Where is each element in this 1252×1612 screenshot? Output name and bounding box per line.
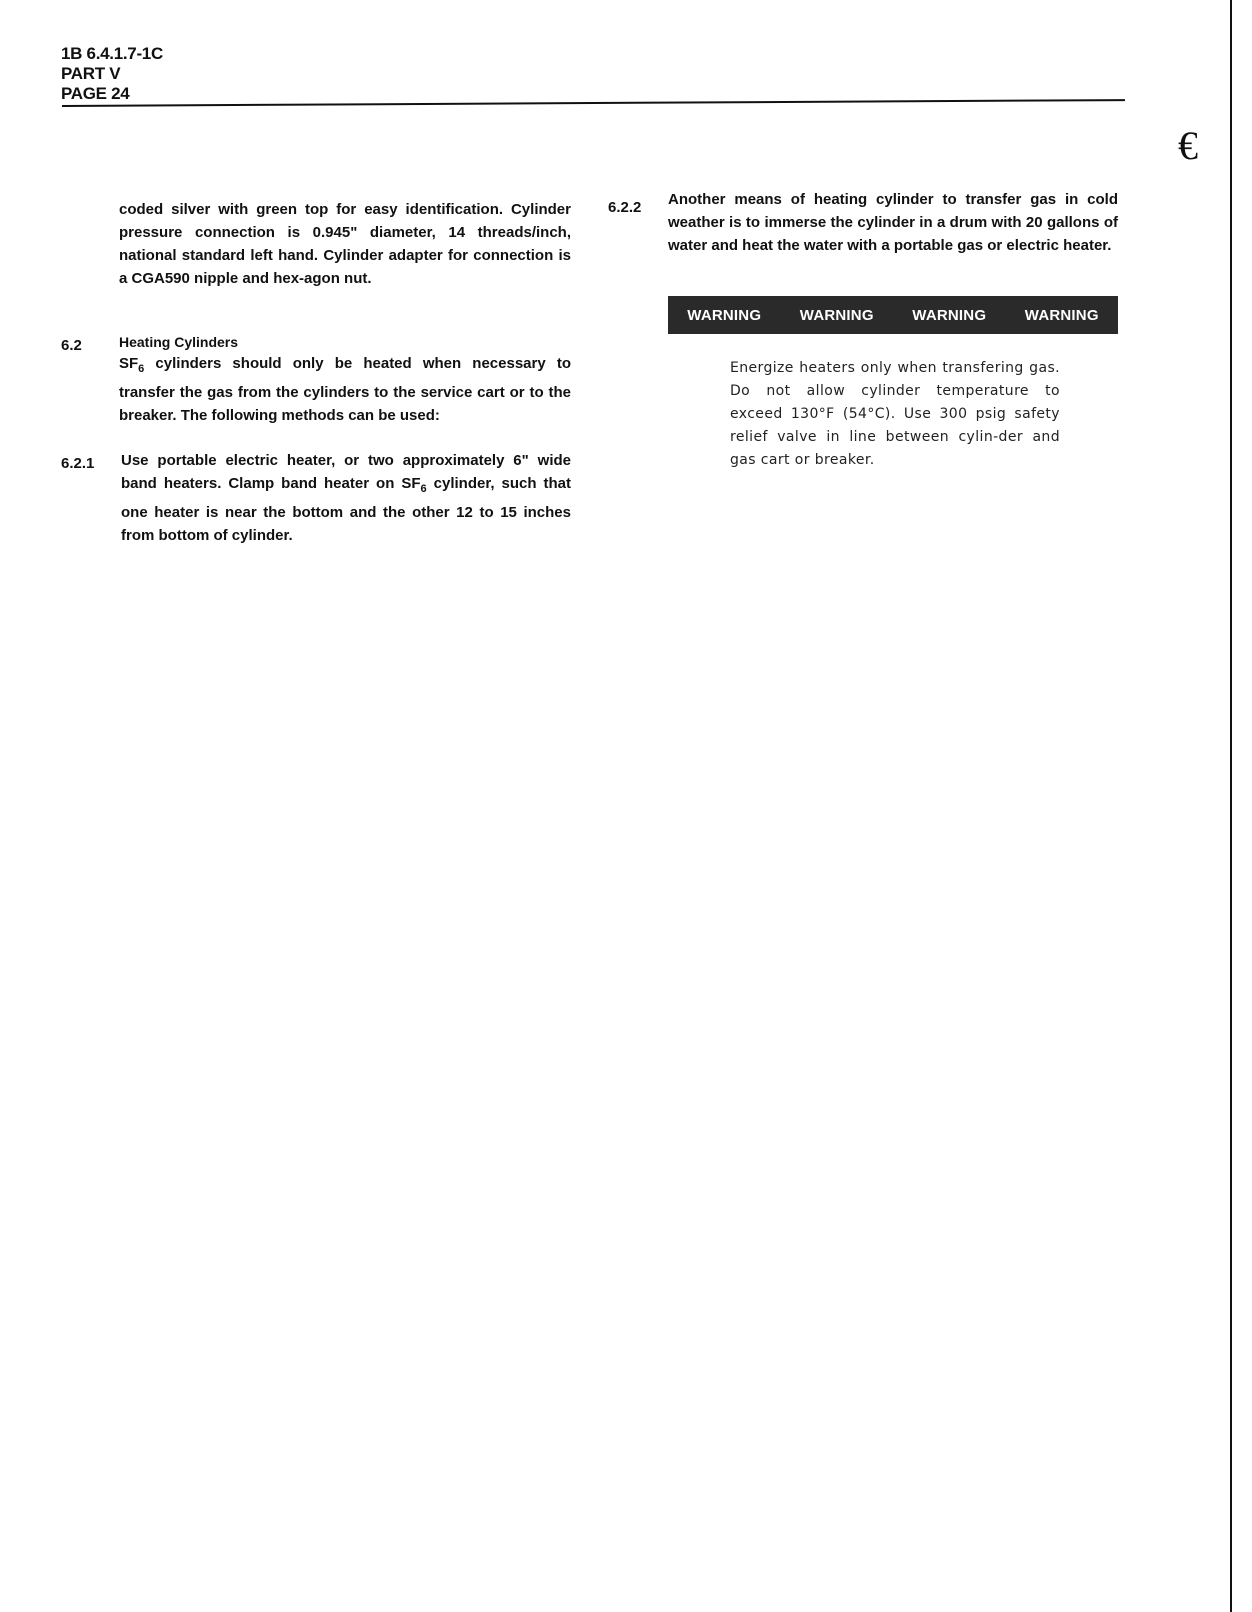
warning-label: WARNING [1024,306,1099,324]
document-number: 1B 6.4.1.7-1C [61,44,163,63]
header-rule [62,99,1125,107]
warning-text: Energize heaters only when transfering gas. Do not allow cylinder temperature to exceed 130°F (54°C). Use 300 psig safety relief valve in line between cylin-der and gas cart or breaker. [730,360,1060,468]
warning-label: WARNING [799,306,874,324]
section-6-2 [119,332,571,427]
section-6-2-text: cylinders should only be heated when necessary to transfer the gas from the cylinders to the service cart or to the breaker. The following methods can be used: [119,355,571,424]
warning-label: WARNING [687,306,762,324]
page-edge-border [1230,0,1232,1612]
document-part: PART V [61,64,121,83]
warning-banner [668,296,1118,334]
sf-subscript: 6 [138,363,145,375]
section-heading: Heating Cylinders [119,334,239,350]
section-6-2-1-text-part2: cylinder, such that one heater is near the bottom and the other 12 to 15 inches from bottom of cylinder. [121,475,571,544]
section-number-6-2-2: 6.2.2 [608,199,642,216]
warning-label: WARNING [912,306,987,324]
sf-text: SF [119,355,139,372]
section-number-6-2: 6.2 [61,337,82,354]
section-6-2-1-text-part1: Use portable electric heater, or two approximately 6" wide band heaters. Clamp band heater on SF [121,452,571,492]
section-6-2-1-body [121,449,571,547]
section-number-6-2-1: 6.2.1 [61,455,95,472]
sf-subscript: 6 [420,483,427,495]
section-6-2-body [119,352,571,427]
document-header [61,44,163,104]
intro-paragraph: coded silver with green top for easy identification. Cylinder pressure connection is 0.945" diameter, 14 threads/inch, national standard left hand. Cylinder adapter for connection is a CGA590 nipple and hex-agon nut. [119,201,571,287]
section-6-2-2-body: Another means of heating cylinder to transfer gas in cold weather is to immerse the cylinder in a drum with 20 gallons of water and heat the water with a portable gas or electric heater. [668,191,1118,254]
margin-binding-mark: € [1178,123,1198,168]
page-number: PAGE 24 [61,84,130,103]
